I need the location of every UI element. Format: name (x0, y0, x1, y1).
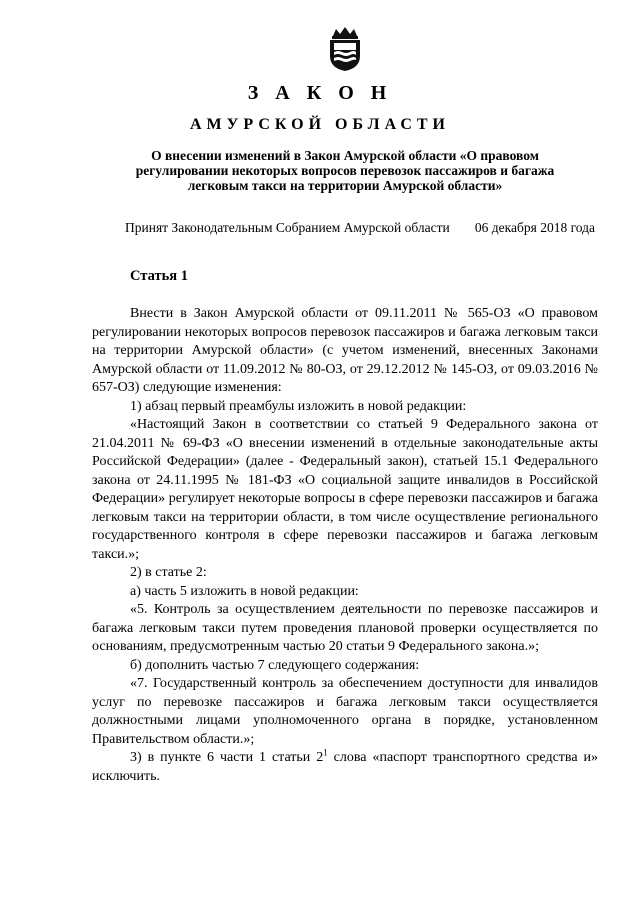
adopted-by: Принят Законодательным Собранием Амурской области (125, 220, 450, 235)
adoption-line (125, 220, 595, 236)
paragraph (92, 749, 598, 786)
paragraph: б) дополнить частью 7 следующего содержания: (130, 657, 420, 673)
paragraph: 2) в статье 2: (130, 565, 207, 580)
paragraph: 1) абзац первый преамбулы изложить в новой редакции: (130, 398, 467, 414)
paragraph: «7. Государственный контроль за обеспечением доступности для инвалидов услуг по перевозке пассажиров и багажа легковым такси осуществляется должностными лицами уполномоченного органа в порядке, установленном Правительством области.»; (92, 676, 598, 747)
article-body (92, 305, 598, 786)
paragraph: а) часть 5 изложить в новой редакции: (130, 583, 359, 599)
paragraph-text: слова «паспорт транспортного средства и» исключить. (92, 750, 598, 784)
region-title: АМУРСКОЙ ОБЛАСТИ (190, 116, 450, 133)
superscript: 1 (323, 747, 328, 758)
law-name: О внесении изменений в Закон Амурской области «О правовом регулировании некоторых вопросов перевозок пассажиров и багажа легковым такси на территории Амурской области» (135, 148, 555, 193)
paragraph: «5. Контроль за осуществлением деятельности по перевозке пассажиров и багажа легковым такси путем проведения плановой проверки осуществляется по основаниям, предусмотренным частью 20 статьи 9 Федерального закона.»; (92, 602, 598, 654)
paragraph: Внести в Закон Амурской области от 09.11.2011 № 565-ОЗ «О правовом регулировании некоторых вопросов перевозок пассажиров и багажа легковым такси на территории Амурской области» (с учетом изменений, внесенных Законами Амурской области от 11.09.2012 № 80-ОЗ, от 29.12.2012 № 145-ОЗ, от 09.03.2016 № 657-ОЗ) следующие изменения: (92, 306, 598, 395)
amur-region-coat-of-arms-icon (325, 26, 365, 72)
adoption-date: 06 декабря 2018 года (474, 220, 595, 235)
article-title: Статья 1 (130, 268, 188, 284)
paragraph: «Настоящий Закон в соответствии со статьей 9 Федерального закона от 21.04.2011 № 69-ФЗ «О внесении изменений в отдельные законодательные акты Российской Федерации» (далее - Федеральный закон), статьей 15.1 Федерального закона от 24.11.1995 № 181-ФЗ «О социальной защите инвалидов в Российской Федерации» регулирует некоторые вопросы в сфере перевозки пассажиров и багажа легковым такси на территории области, в том числе осуществление регионального государственного контроля в сфере перевозки пассажиров и багажа легковым такси.»; (92, 417, 598, 562)
document-type-title: З А К О Н (247, 82, 393, 104)
paragraph-text: 3) в пункте 6 части 1 статьи 2 (130, 750, 324, 765)
